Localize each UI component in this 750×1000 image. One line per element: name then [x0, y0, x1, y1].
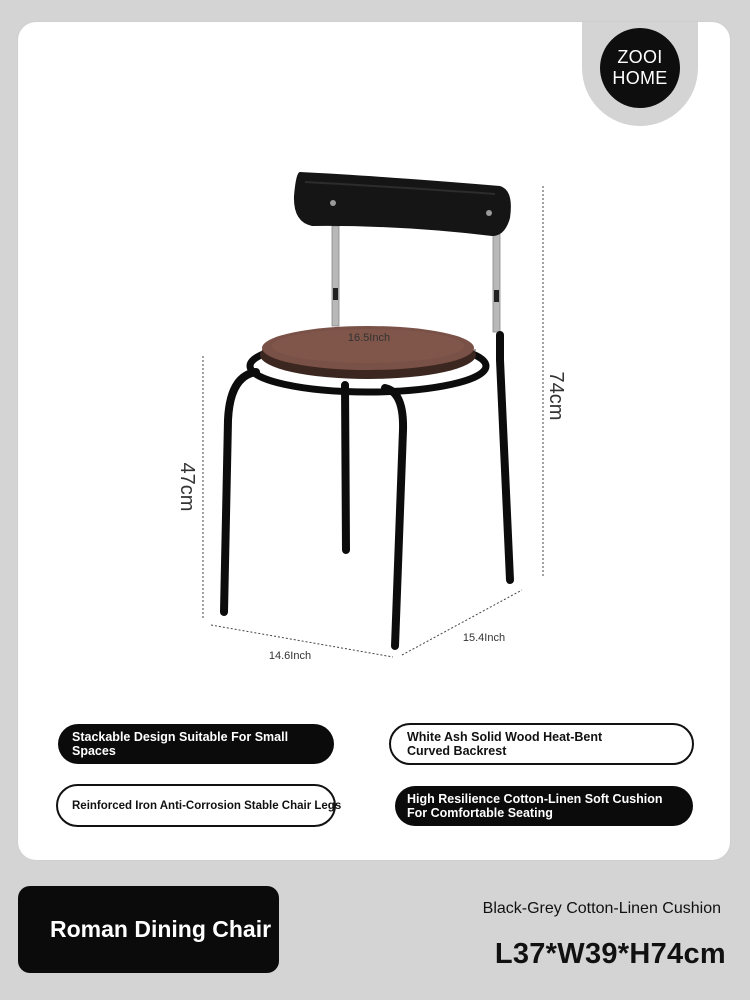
product-name: Roman Dining Chair	[50, 916, 272, 942]
back-upright-left	[332, 226, 339, 326]
backrest-screw-left	[330, 200, 336, 206]
backrest	[294, 172, 511, 236]
product-title-box	[18, 886, 279, 973]
rear-leg-left	[345, 385, 346, 550]
front-leg-left	[224, 372, 256, 612]
feature-text: Reinforced Iron Anti-Corrosion Stable Chair Legs	[72, 799, 342, 812]
feature-text: White Ash Solid Wood Heat-Bent Curved Backrest	[407, 730, 603, 758]
total-height-label: 74cm	[545, 371, 567, 421]
feature-stackable	[58, 724, 334, 764]
seat-height-label: 47cm	[176, 462, 198, 512]
depth-dimension-line	[402, 590, 522, 655]
backrest-screw-right	[486, 210, 492, 216]
product-dimensions: L37*W39*H74cm	[494, 938, 726, 970]
brand-logo-line1: ZOOI	[617, 47, 663, 67]
width-label: 14.6Inch	[268, 650, 312, 662]
brand-logo-line2: HOME	[612, 68, 668, 88]
feature-legs	[56, 784, 342, 827]
feature-backrest	[389, 723, 694, 765]
front-leg-right	[385, 388, 403, 646]
cushion-description: Black-Grey Cotton-Linen Cushion	[482, 900, 721, 917]
back-upright-right	[493, 232, 500, 332]
depth-label: 15.4Inch	[462, 632, 506, 644]
feature-text: Stackable Design Suitable For Small Spaces	[72, 730, 289, 758]
feature-text: High Resilience Cotton-Linen Soft Cushion For Comfortable Seating	[407, 792, 663, 820]
seat-diameter-label: 16.5Inch	[347, 332, 391, 344]
rear-leg-right	[500, 335, 510, 580]
feature-cushion	[395, 786, 693, 826]
